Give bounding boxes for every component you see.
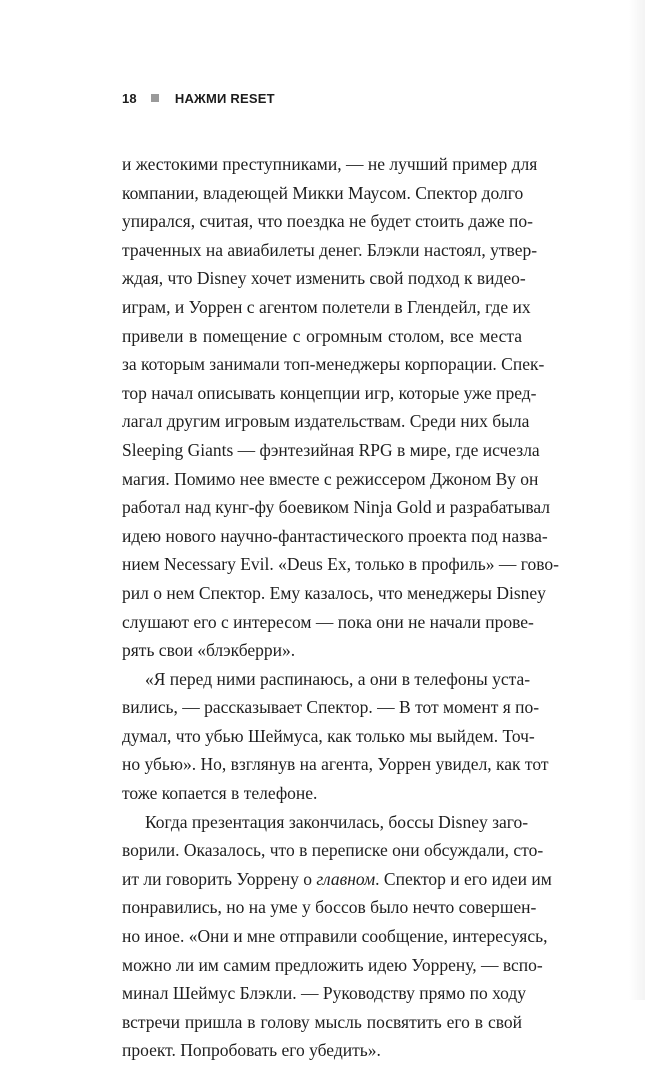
- page-number: 18: [122, 90, 137, 106]
- running-head: [122, 88, 275, 108]
- text-line: за которым занимали топ-менеджеры корпорации. Спек-: [122, 354, 545, 375]
- text-line: нием Necessary Evil. «Deus Ex, только в профиль» — гово-: [122, 554, 559, 575]
- text-line: идею нового научно-фантастического проекта под назва-: [122, 525, 548, 546]
- text-line: встречи пришла в голову мысль посвятить его в свой: [122, 1011, 522, 1032]
- header-square-ornament: [151, 94, 159, 102]
- text-fragment: ит ли говорить Уоррену о: [122, 868, 317, 889]
- text-line: ждая, что Disney хочет изменить свой подход к видео-: [122, 268, 526, 289]
- text-line: магия. Помимо нее вместе с режиссером Джоном Ву он: [122, 468, 539, 489]
- text-line: но убью». Но, взглянув на агента, Уоррен увидел, как тот: [122, 754, 549, 775]
- paragraph-1: [122, 150, 559, 665]
- text-line: Когда презентация закончилась, боссы Disney заго-: [145, 811, 529, 832]
- text-line: можно ли им самим предложить идею Уоррену, — вспо-: [122, 954, 543, 975]
- text-line: тоже копается в телефоне.: [122, 783, 318, 804]
- text-line: рил о нем Спектор. Ему казалось, что менеджеры Disney: [122, 582, 546, 603]
- paragraph-3: [122, 808, 552, 1065]
- text-line: упирался, считая, что поездка не будет стоить даже по-: [122, 211, 534, 232]
- text-line: компании, владеющей Микки Маусом. Спектор долго: [122, 182, 524, 203]
- book-title: НАЖМИ RESET: [174, 90, 275, 106]
- text-line: и жестокими преступниками, — не лучший пример для: [122, 154, 538, 174]
- text-line: ворили. Оказалось, что в переписке они обсуждали, сто-: [122, 840, 544, 861]
- text-line: но иное. «Они и мне отправили сообщение, интересуясь,: [122, 926, 548, 947]
- text-line: минал Шеймус Блэкли. — Руководству прямо по ходу: [122, 983, 527, 1004]
- emphasized-word: главном: [316, 868, 376, 889]
- text-line-with-emphasis: [122, 865, 552, 894]
- text-line: лагал другим игровым издательствам. Среди них была: [122, 411, 530, 432]
- page-edge-shadow: [629, 0, 645, 1000]
- text-line: понравились, но на уме у боссов было нечто совершен-: [122, 897, 537, 918]
- text-line: «Я перед ними распинаюсь, а они в телефоны уста-: [145, 668, 531, 689]
- text-line: проект. Попробовать его убедить».: [122, 1040, 381, 1061]
- text-line: думал, что убью Шеймуса, как только мы выйдем. Точ-: [122, 725, 535, 746]
- text-line: вились, — рассказывает Спектор. — В тот момент я по-: [122, 697, 540, 718]
- text-line: привели в помещение с огромным столом, все места: [122, 325, 522, 346]
- paragraph-2: [122, 665, 549, 808]
- text-line: тор начал описывать концепции игр, которые уже пред-: [122, 382, 537, 403]
- text-line: работал над кунг-фу боевиком Ninja Gold и разрабатывал: [122, 497, 551, 518]
- body-text: [122, 150, 559, 1065]
- text-line: играм, и Уоррен с агентом полетели в Глендейл, где их: [122, 296, 531, 317]
- text-line: рять свои «блэкберри».: [122, 640, 296, 661]
- text-line: Sleeping Giants — фэнтезийная RPG в мире, где исчезла: [122, 439, 540, 460]
- text-line: слушают его с интересом — пока они не начали прове-: [122, 611, 534, 632]
- text-line: траченных на авиабилеты денег. Блэкли настоял, утвер-: [122, 239, 538, 260]
- text-fragment: . Спектор и его идеи им: [375, 868, 552, 889]
